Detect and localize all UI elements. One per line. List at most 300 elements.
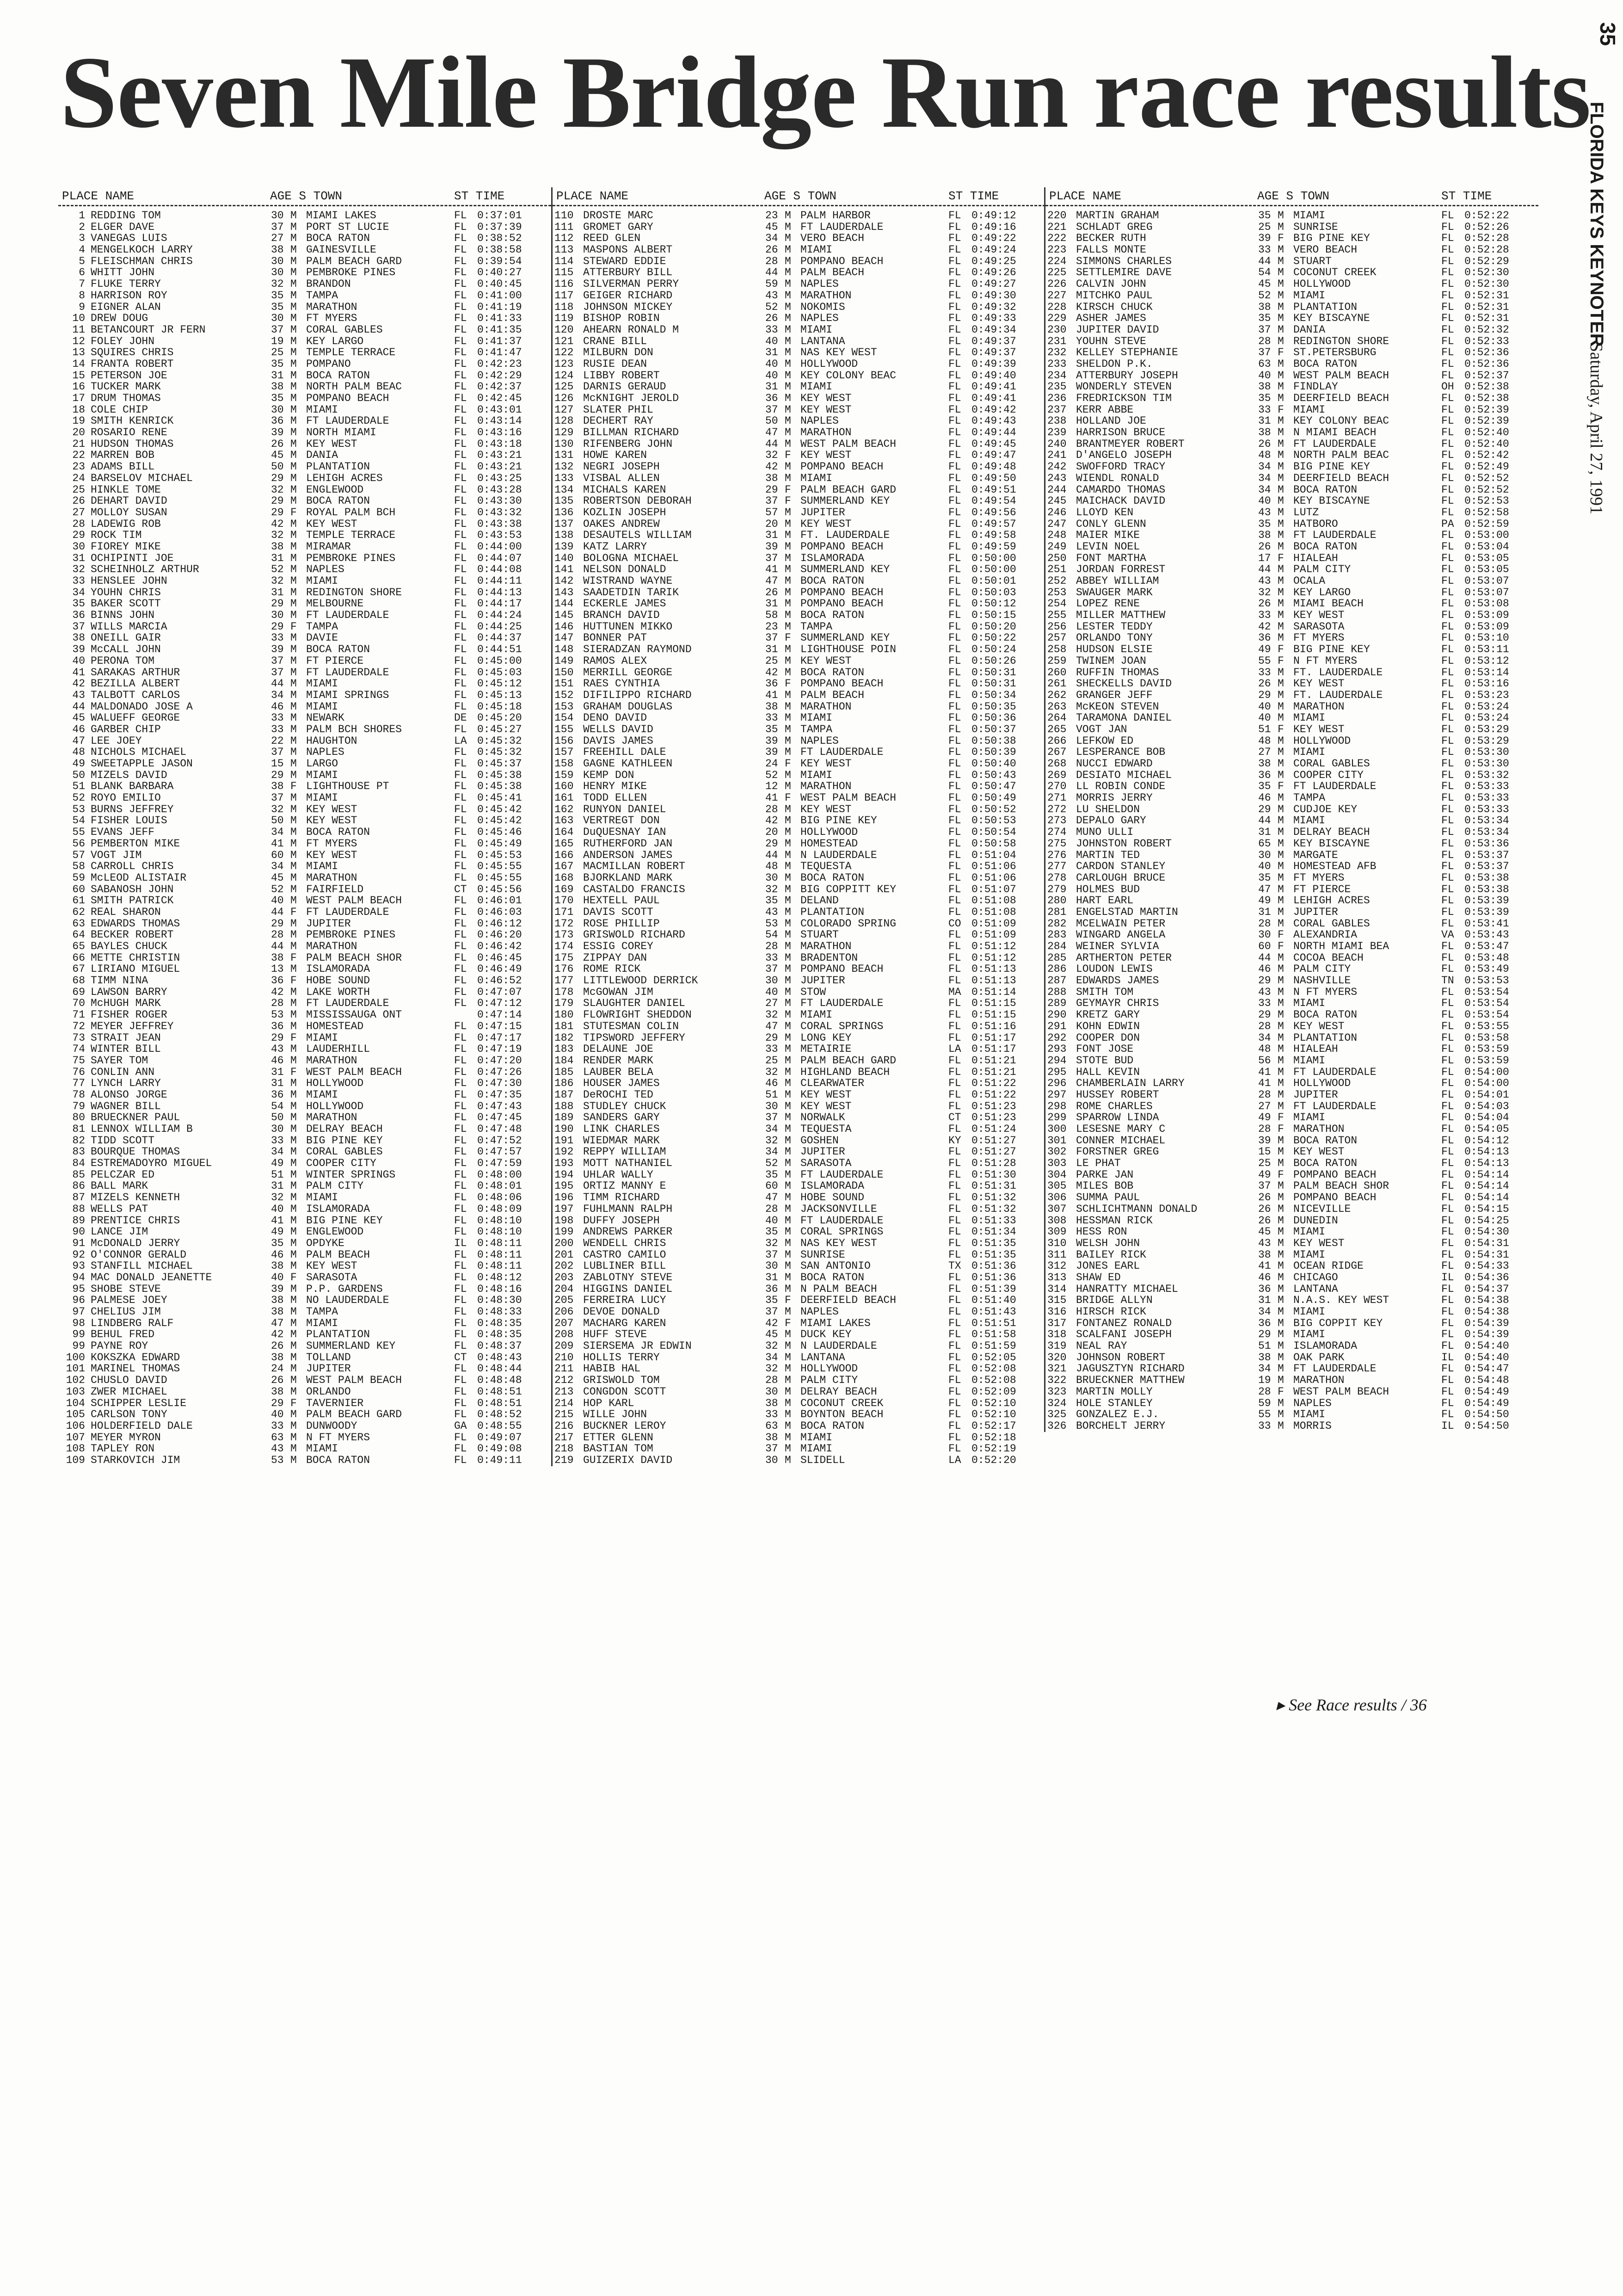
age: 38 [1258,381,1271,393]
place: 159 [554,769,574,781]
state: FL [454,1168,467,1181]
result-row [553,621,1045,633]
age: 36 [1258,1283,1271,1295]
finish-time: 0:54:39 [1464,1328,1509,1341]
age: 33 [271,723,284,735]
state: FL [454,1054,467,1067]
runner-name: LINK CHARLES [583,1123,660,1135]
town: COLORADO SPRING [800,918,897,930]
town: MARATHON [800,701,852,713]
place: 120 [554,323,574,336]
result-row [58,1295,551,1306]
finish-time: 0:52:39 [1464,403,1509,416]
age: 19 [271,335,284,347]
place: 39 [72,643,85,656]
town: NAPLES [306,564,344,576]
age: 48 [765,860,778,873]
age: 45 [271,871,284,884]
runner-name: DeROCHI TED [583,1089,653,1101]
town: CORAL SPRINGS [800,1020,884,1032]
town: TAMPA [1293,792,1326,804]
place: 211 [554,1363,574,1375]
place: 74 [72,1043,85,1055]
runner-name: GROMET GARY [583,221,653,233]
result-row [1045,1386,1538,1398]
result-row [1045,667,1538,679]
town: MIAMI [306,861,338,872]
state: FL [454,1260,467,1272]
state: FL [948,1054,961,1067]
place: 164 [554,826,574,839]
age: 28 [1258,1385,1271,1398]
place: 309 [1047,1226,1067,1238]
town: FT. LAUDERDALE [800,530,890,541]
place: 207 [554,1317,574,1329]
sex: M [785,232,791,245]
result-row [1045,484,1538,496]
age: 40 [765,358,778,370]
result-row [553,1215,1045,1227]
finish-time: 0:42:45 [477,392,522,404]
town: NAPLES [800,313,839,324]
runner-name: HESSMAN RICK [1076,1215,1153,1227]
result-row [58,735,551,747]
sex: M [1278,1248,1284,1261]
result-row [1045,278,1538,290]
town: CORAL GABLES [306,324,383,336]
place: 59 [72,871,85,884]
result-row [553,267,1045,278]
sex: M [1278,1191,1284,1204]
sex: M [290,221,297,233]
age: 27 [1258,746,1271,759]
place: 132 [554,461,574,473]
sex: M [785,518,791,530]
sex: M [290,369,297,382]
age: 54 [765,929,778,941]
place: 312 [1047,1260,1067,1272]
finish-time: 0:45:00 [477,654,522,667]
finish-time: 0:47:19 [477,1043,522,1055]
place: 18 [72,403,85,416]
runner-name: ROSARIO RENE [91,427,167,438]
runner-name: KATZ LARRY [583,541,647,553]
state: FL [1441,598,1454,610]
result-row [58,884,551,895]
result-row [553,1021,1045,1032]
finish-time: 0:41:33 [477,312,522,325]
town: FT LAUDERDALE [306,415,389,427]
finish-time: 0:53:36 [1464,837,1509,850]
finish-time: 0:54:30 [1464,1226,1509,1238]
age: 59 [1258,1397,1271,1409]
sex: M [290,1203,297,1215]
runner-name: HENRY MIKE [583,781,647,793]
town: ISLAMORADA [306,1203,370,1215]
age: 42 [271,986,284,998]
runner-name: BEZILLA ALBERT [91,678,180,690]
finish-time: 0:47:45 [477,1111,522,1124]
result-row [553,461,1045,473]
state: FL [454,826,467,839]
town: HOLLYWOOD [800,827,858,838]
runner-name: VOGT JIM [91,849,142,861]
runner-name: SIMMONS CHARLES [1076,255,1172,267]
sex: M [1278,1237,1284,1249]
runner-name: CARDON STANLEY [1076,861,1166,872]
sex: M [1278,392,1284,404]
town: PEMBROKE PINES [306,929,396,941]
place: 22 [72,449,85,462]
town: NORWALK [800,1112,845,1124]
state: FL [1441,255,1454,267]
place: 206 [554,1306,574,1318]
sex: M [290,244,297,256]
state: FL [1441,1340,1454,1352]
age: 27 [765,997,778,1010]
state: FL [948,837,961,850]
town: FT MYERS [1293,872,1345,884]
runner-name: FLUKE TERRY [91,278,161,290]
state: FL [948,1020,961,1032]
sex: M [290,997,297,1010]
town: MIAMI [1293,290,1326,302]
finish-time: 0:47:07 [477,986,522,998]
finish-time: 0:52:59 [1464,518,1509,530]
runner-name: CARLOUGH BRUCE [1076,872,1166,884]
place: 9 [79,301,85,313]
state: FL [948,278,961,290]
place: 172 [554,917,574,930]
place: 70 [72,997,85,1010]
town: JUPITER [1293,906,1338,918]
result-row [58,393,551,404]
place: 155 [554,723,574,735]
finish-time: 0:54:50 [1464,1420,1509,1432]
runner-name: MAIER MIKE [1076,530,1140,541]
finish-time: 0:51:32 [971,1191,1016,1204]
finish-time: 0:50:53 [971,815,1016,827]
result-row [553,575,1045,587]
state: FL [948,1271,961,1284]
result-row [58,222,551,233]
finish-time: 0:49:30 [971,289,1016,302]
finish-time: 0:54:14 [1464,1168,1509,1181]
runner-name: ORLANDO TONY [1076,632,1153,644]
age: 35 [271,289,284,302]
sex: M [785,1454,791,1466]
runner-name: SIERADZAN RAYMOND [583,644,692,655]
finish-time: 0:45:55 [477,860,522,873]
runner-name: ROCK TIM [91,530,142,541]
runner-name: HOUSER JAMES [583,1078,660,1089]
result-row [58,941,551,952]
result-row [58,530,551,541]
age: 25 [1258,1157,1271,1170]
sex: M [290,449,297,462]
place: 123 [554,358,574,370]
state: FL [454,312,467,325]
finish-time: 0:48:10 [477,1214,522,1227]
age: 29 [271,472,284,484]
age: 65 [1258,837,1271,850]
runner-name: LINDBERG RALF [91,1317,174,1329]
place: 208 [554,1328,574,1341]
sex: M [290,266,297,279]
place: 193 [554,1157,574,1170]
state: FL [948,1088,961,1101]
sex: M [290,963,297,975]
state: FL [454,426,467,439]
result-row [58,1032,551,1044]
result-row [553,644,1045,655]
sex: M [1278,895,1284,907]
state: FL [948,963,961,975]
result-row [553,712,1045,724]
result-row [553,507,1045,518]
runner-name: VERTREGT DON [583,815,660,827]
town: POMPANO BEACH [1293,1169,1377,1181]
town: CUDJOE KEY [1293,803,1358,815]
state: FL [1441,700,1454,713]
result-row [553,678,1045,690]
result-row [1045,438,1538,450]
town: BIG PINE KEY [800,815,877,827]
age: 41 [1258,1260,1271,1272]
finish-time: 0:54:40 [1464,1351,1509,1364]
state: FL [454,609,467,622]
age: 26 [1258,598,1271,610]
town: TEQUESTA [800,1123,852,1135]
result-row [1045,1089,1538,1101]
state: FL [454,849,467,861]
finish-time: 0:54:12 [1464,1134,1509,1147]
finish-time: 0:48:48 [477,1374,522,1387]
runner-name: FUHLMANN RALPH [583,1203,673,1215]
runner-name: LESTER TEDDY [1076,621,1153,633]
result-row [1045,872,1538,884]
finish-time: 0:45:55 [477,871,522,884]
sex: M [785,1191,791,1204]
result-row [553,1284,1045,1295]
runner-name: MORRIS JERRY [1076,792,1153,804]
result-row [1045,1340,1538,1352]
sex: M [785,1397,791,1409]
state: FL [948,1340,961,1352]
state: FL [454,210,467,222]
finish-time: 0:53:49 [1464,963,1509,975]
age: 33 [1258,403,1271,416]
age: 29 [1258,803,1271,815]
town: BRANDON [306,278,351,290]
town: MARATHON [800,781,852,793]
town: ST.PETERSBURG [1293,347,1377,358]
finish-time: 0:54:04 [1464,1111,1509,1124]
town: KEY WEST [1293,610,1345,621]
place: 242 [1047,461,1067,473]
state: FL [454,666,467,679]
state: FL [948,1203,961,1215]
finish-time: 0:52:31 [1464,312,1509,325]
state: FL [948,586,961,599]
runner-name: McGOWAN JIM [583,986,653,998]
place: 76 [72,1066,85,1078]
age: 35 [1258,210,1271,222]
runner-name: COOPER DON [1076,1032,1140,1044]
sex: M [1278,986,1284,998]
state: FL [948,1123,961,1135]
sex: M [290,301,297,313]
result-row [1045,564,1538,575]
sex: M [785,1351,791,1364]
runner-name: LESPERANCE BOB [1076,747,1166,759]
sex: M [785,221,791,233]
sex: M [785,917,791,930]
town: PALM BEACH SHOR [306,952,402,964]
runner-name: McKEON STEVEN [1076,701,1159,713]
result-row [553,1112,1045,1123]
finish-time: 0:47:30 [477,1077,522,1090]
runner-name: LEE JOEY [91,735,142,747]
sex: M [785,1260,791,1272]
result-row [58,1204,551,1215]
place: 218 [554,1443,574,1455]
result-row [553,667,1045,679]
runner-name: SCHLADT GREG [1076,221,1153,233]
state: FL [948,381,961,393]
result-row [1045,1123,1538,1135]
age: 50 [765,415,778,427]
finish-time: 0:46:49 [477,963,522,975]
result-row [1045,495,1538,507]
result-row [553,415,1045,427]
result-row [553,758,1045,770]
runner-name: ROYO EMILIO [91,792,161,804]
finish-time: 0:51:06 [971,871,1016,884]
sex: M [785,529,791,542]
column-header [1045,187,1538,206]
result-row [58,1284,551,1295]
age: 29 [271,1031,284,1044]
town: PEMBROKE PINES [306,267,396,279]
sex: M [785,244,791,256]
runner-name: SCHLICHTMANN DONALD [1076,1203,1198,1215]
town: BOCA RATON [306,495,370,507]
age: 49 [1258,643,1271,656]
town: MARATHON [306,301,357,313]
town: MIAMI [306,1032,338,1044]
sex: M [785,1031,791,1044]
runner-name: LEVIN NOEL [1076,541,1140,553]
finish-time: 0:41:47 [477,346,522,359]
finish-time: 0:52:09 [971,1385,1016,1398]
age: 32 [271,529,284,542]
town: PALM CITY [1293,564,1351,576]
state: FL [454,1283,467,1295]
town: OCEAN RIDGE [1293,1260,1364,1272]
state: FL [454,358,467,370]
result-row [58,724,551,735]
place: 259 [1047,654,1067,667]
state: FL [454,1340,467,1352]
place: 168 [554,871,574,884]
sex: M [1278,1260,1284,1272]
sex: M [290,871,297,884]
place: 194 [554,1168,574,1181]
runner-name: LEFKOW ED [1076,735,1134,747]
sex: F [290,1271,297,1284]
result-row [1045,427,1538,438]
runner-name: CAMARDO THOMAS [1076,484,1166,496]
finish-time: 0:54:39 [1464,1317,1509,1329]
place: 212 [554,1374,574,1387]
state: FL [454,758,467,770]
age: 37 [1258,346,1271,359]
result-row [58,1123,551,1135]
town: PALM BEACH GARD [800,1055,897,1067]
age: 52 [765,769,778,781]
sex: M [785,1283,791,1295]
sex: M [1278,792,1284,804]
sex: M [290,860,297,873]
result-row [58,404,551,416]
age: 37 [765,1443,778,1455]
finish-time: 0:51:43 [971,1306,1016,1318]
finish-time: 0:46:01 [477,895,522,907]
sex: M [290,575,297,587]
finish-time: 0:51:33 [971,1214,1016,1227]
town: KEY WEST [800,803,852,815]
town: ALEXANDRIA [1293,929,1358,941]
sex: M [785,1134,791,1147]
result-row [553,313,1045,324]
state: TX [948,1260,961,1272]
town: PLANTATION [800,906,865,918]
place: 26 [72,495,85,507]
runner-name: GONZALEZ E.J. [1076,1409,1159,1420]
state: FL [1441,963,1454,975]
result-row [553,632,1045,644]
runner-name: LIBBY ROBERT [583,370,660,382]
result-row [1045,302,1538,313]
age: 51 [1258,1340,1271,1352]
result-row [553,404,1045,416]
result-row [1045,792,1538,804]
result-row [58,1067,551,1078]
result-row [1045,655,1538,667]
state: FL [454,1408,467,1421]
finish-time: 0:51:28 [971,1157,1016,1170]
place: 248 [1047,529,1067,542]
state: FL [454,506,467,518]
runner-name: LIRIANO MIGUEL [91,963,180,975]
runner-name: PAYNE ROY [91,1340,148,1352]
place: 21 [72,438,85,450]
see-more-link[interactable]: ▸ See Race results / 36 [1276,1696,1427,1714]
result-row [553,324,1045,336]
sex: M [290,883,297,895]
runner-name: BOLOGNA MICHAEL [583,552,679,564]
town: MIAMI [1293,1112,1326,1124]
sex: M [1278,951,1284,964]
runner-name: DECHERT RAY [583,415,653,427]
runner-name: MUNO ULLI [1076,827,1134,838]
result-row [58,1043,551,1055]
place: 34 [72,586,85,599]
place: 308 [1047,1214,1067,1227]
result-row [58,1055,551,1067]
place: 27 [72,506,85,518]
